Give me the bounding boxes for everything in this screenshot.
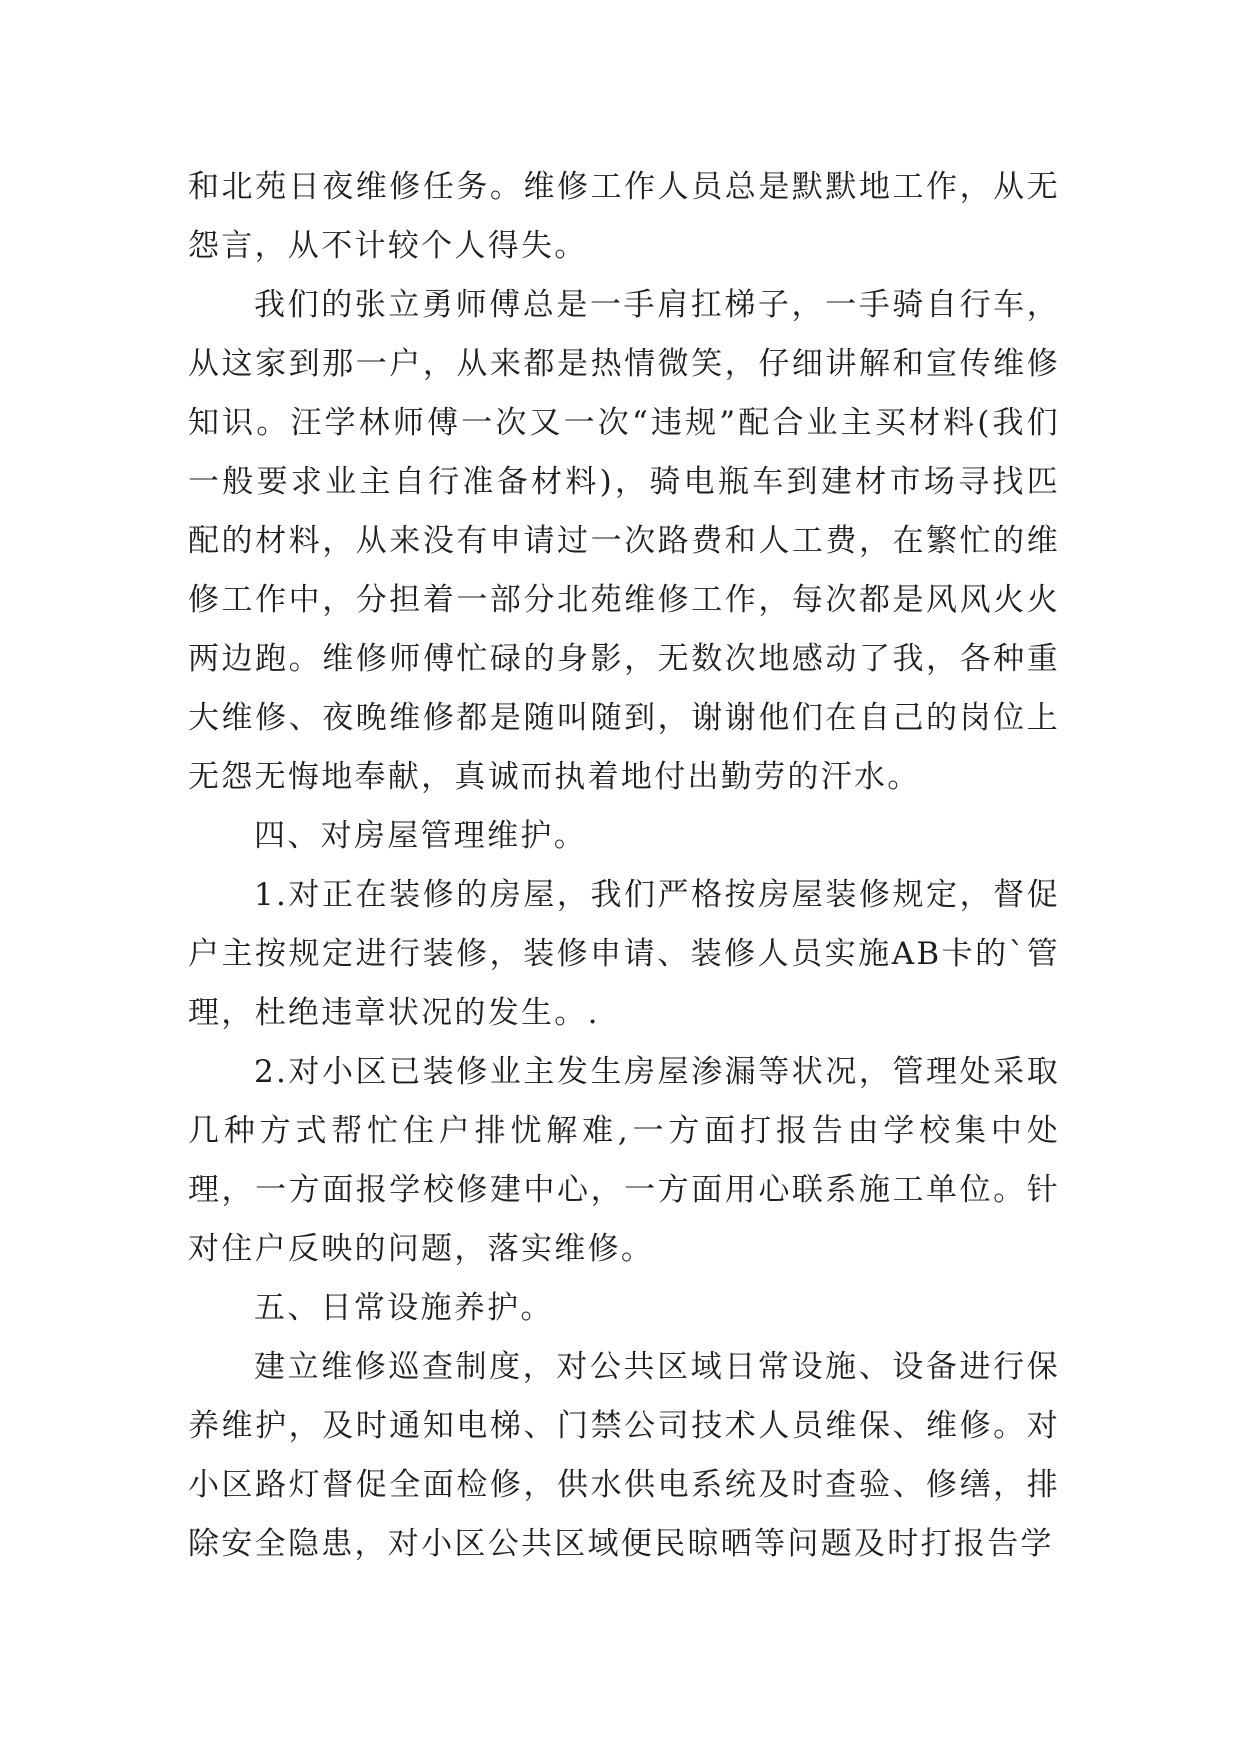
document-body [188, 158, 1060, 1574]
paragraph-inspection-system: 建立维修巡查制度，对公共区域日常设施、设备进行保养维护，及时通知电梯、门禁公司技术人员维保、维修。对小区路灯督促全面检修，供水供电系统及时查验、修缮，排除安全隐患，对小区公共区域便民晾晒等问题及时打报告学 [188, 1349, 1060, 1562]
paragraph-maintenance-staff: 我们的张立勇师傅总是一手肩扛梯子，一手骑自行车，从这家到那一户，从来都是热情微笑，仔细讲解和宣传维修知识。汪学林师傅一次又一次“违规”配合业主买材料(我们一般要求业主自行准备材料)，骑电瓶车到建材市场寻找匹配的材料，从来没有申请过一次路费和人工费，在繁忙的维修工作中，分担着一部分北苑维修工作，每次都是风风火火两边跑。维修师傅忙碌的身影，无数次地感动了我，各种重大维修、夜晚维修都是随叫随到，谢谢他们在自己的岗位上无怨无悔地奉献，真诚而执着地付出勤劳的汗水。 [188, 287, 1060, 795]
section-heading-facility-maintenance: 五、日常设施养护。 [254, 1290, 554, 1326]
paragraph-continuation: 和北苑日夜维修任务。维修工作人员总是默默地工作，从无怨言，从不计较个人得失。 [188, 169, 1060, 264]
list-item-leakage: 2.对小区已装修业主发生房屋渗漏等状况，管理处采取几种方式帮忙住户排忧解难,一方面打报告由学校集中处理，一方面报学校修建中心，一方面用心联系施工单位。针对住户反映的问题，落实维修。 [188, 1054, 1060, 1267]
list-item-renovation: 1.对正在装修的房屋，我们严格按房屋装修规定，督促户主按规定进行装修，装修申请、装修人员实施AB卡的`管理，杜绝违章状况的发生。. [188, 877, 1060, 1031]
section-heading-house-management: 四、对房屋管理维护。 [254, 818, 587, 854]
